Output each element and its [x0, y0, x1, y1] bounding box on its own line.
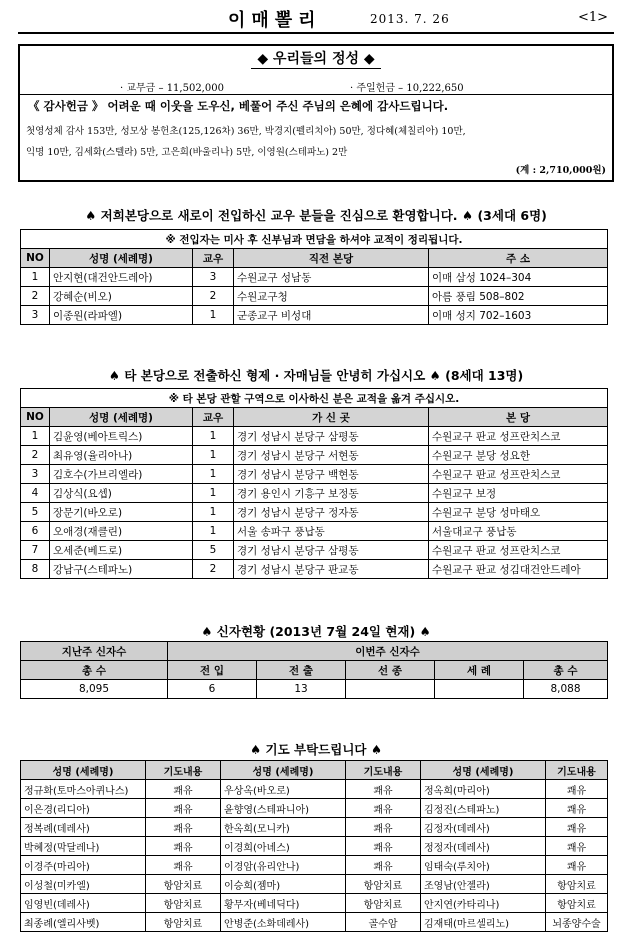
cell: 쾌유 — [346, 837, 421, 856]
col-header: 세 례 — [435, 661, 524, 680]
table-row — [21, 894, 608, 913]
col-header: NO — [21, 408, 50, 427]
cell: 이경암(유리안나) — [221, 856, 346, 875]
transfer-out-table — [20, 388, 608, 579]
cell: 수원교구 분당 성마태오 — [429, 503, 608, 522]
cell: 쾌유 — [546, 856, 608, 875]
cell: 쾌유 — [146, 837, 221, 856]
weekday-offering: · 교무금 – 11,502,000 — [120, 83, 224, 94]
table-row — [21, 680, 608, 699]
cell: 쾌유 — [546, 837, 608, 856]
cell: 1 — [21, 427, 50, 446]
cell: 1 — [193, 427, 234, 446]
cell: 한옥희(모니카) — [221, 818, 346, 837]
cell: 1 — [21, 268, 50, 287]
col-header: 성명 (세례명) — [421, 761, 546, 780]
col-header: 교우 — [193, 408, 234, 427]
col-header: 기도내용 — [146, 761, 221, 780]
cell: 항암치료 — [346, 894, 421, 913]
cell: 수원교구 판교 성프란치스코 — [429, 465, 608, 484]
col-header: 교우 — [193, 249, 234, 268]
cell: 우상옥(바오로) — [221, 780, 346, 799]
cell: 이경희(아녜스) — [221, 837, 346, 856]
cell: 쾌유 — [546, 818, 608, 837]
cell: 2 — [21, 287, 50, 306]
cell: 이은경(리디아) — [21, 799, 146, 818]
cell: 2 — [21, 446, 50, 465]
cell: 1 — [193, 306, 234, 325]
cell: 안지현(대건안드레아) — [50, 268, 193, 287]
cell: 경기 성남시 분당구 삼평동 — [234, 427, 429, 446]
cell: 6 — [168, 680, 257, 699]
col-header: NO — [21, 249, 50, 268]
cell: 1 — [193, 503, 234, 522]
prayer-table — [20, 760, 608, 932]
table-row — [21, 268, 608, 287]
cell: 서울대교구 풍납동 — [429, 522, 608, 541]
page-number: <1> — [578, 10, 609, 25]
cell: 항암치료 — [146, 875, 221, 894]
cell: 정규화(토마스아퀴나스) — [21, 780, 146, 799]
cell: 항암치료 — [346, 875, 421, 894]
cell: 오애경(재클린) — [50, 522, 193, 541]
table-row — [21, 427, 608, 446]
cell: 1 — [193, 465, 234, 484]
cell: 뇌종양수술 — [546, 913, 608, 932]
cell: 오세준(베드로) — [50, 541, 193, 560]
cell: 정옥희(마리아) — [421, 780, 546, 799]
cell: 쾌유 — [346, 780, 421, 799]
cell: 강남구(스테파노) — [50, 560, 193, 579]
cell: 아름 풍림 508–802 — [429, 287, 608, 306]
col-header: 기도내용 — [546, 761, 608, 780]
col-header: 본 당 — [429, 408, 608, 427]
table-row — [21, 780, 608, 799]
cell: 골수암 — [346, 913, 421, 932]
cell: 안병준(소화데레사) — [221, 913, 346, 932]
col-header: 주 소 — [429, 249, 608, 268]
newsletter-header — [18, 4, 614, 34]
table-row — [21, 306, 608, 325]
table-row — [21, 913, 608, 932]
cell: 6 — [21, 522, 50, 541]
cell: 경기 성남시 분당구 정자동 — [234, 503, 429, 522]
col-header: 전 출 — [257, 661, 346, 680]
cell: 김정진(스테파노) — [421, 799, 546, 818]
cell: 1 — [193, 484, 234, 503]
col-header: 성명 (세례명) — [221, 761, 346, 780]
table-row — [21, 875, 608, 894]
cell: 5 — [193, 541, 234, 560]
col-header: 총 수 — [21, 661, 168, 680]
cell: 김재태(마르셀리노) — [421, 913, 546, 932]
cell: 이성철(미카엘) — [21, 875, 146, 894]
issue-date: 2013. 7. 26 — [370, 12, 450, 26]
status-table — [20, 641, 608, 699]
cell: 쾌유 — [346, 856, 421, 875]
this-week-label: 이번주 신자수 — [168, 642, 608, 661]
cell: 2 — [193, 287, 234, 306]
cell: 항암치료 — [146, 913, 221, 932]
table-row — [21, 818, 608, 837]
cell: 쾌유 — [346, 818, 421, 837]
cell: 3 — [193, 268, 234, 287]
cell: 항암치료 — [146, 894, 221, 913]
cell: 7 — [21, 541, 50, 560]
table-row — [21, 503, 608, 522]
cell: 2 — [193, 560, 234, 579]
newsletter-title: 이매뽈리 — [228, 10, 322, 31]
cell: 경기 용인시 기흥구 보정동 — [234, 484, 429, 503]
offering-box — [18, 44, 614, 182]
cell: 황무자(베네딕다) — [221, 894, 346, 913]
cell: 최종례(엘리사벳) — [21, 913, 146, 932]
thanks-total: (계 : 2,710,000원) — [515, 165, 606, 176]
cell: 이매 성지 702–1603 — [429, 306, 608, 325]
sunday-offering: · 주일헌금 – 10,222,650 — [350, 83, 464, 94]
cell: 이종원(라파엘) — [50, 306, 193, 325]
cell: 정정자(데레사) — [421, 837, 546, 856]
cell: 항암치료 — [546, 894, 608, 913]
table-row — [21, 522, 608, 541]
cell: 4 — [21, 484, 50, 503]
thanks-line-1: 첫영성체 감사 153만, 성모상 봉헌초(125,126차) 36만, 박경지(펠리치아) 50만, 정다혜(체칠리아) 10만, — [26, 126, 466, 137]
table-row — [21, 799, 608, 818]
col-header: 가 신 곳 — [234, 408, 429, 427]
cell: 최유영(율리아나) — [50, 446, 193, 465]
cell: 13 — [257, 680, 346, 699]
cell: 수원교구 판교 성김대건안드레아 — [429, 560, 608, 579]
cell: 장문기(바오로) — [50, 503, 193, 522]
cell: 수원교구 성남동 — [234, 268, 429, 287]
table-row — [21, 837, 608, 856]
status-heading: ♠ 신자현황 (2013년 7월 24일 현재) ♠ — [201, 624, 431, 639]
thanks-heading: 《 감사헌금 》 어려운 때 이웃을 도우신, 베풀어 주신 주님의 은혜에 감사드립니다. — [28, 99, 449, 113]
cell: 쾌유 — [346, 799, 421, 818]
cell: 경기 성남시 분당구 삼평동 — [234, 541, 429, 560]
cell: 경기 성남시 분당구 서현동 — [234, 446, 429, 465]
cell: 쾌유 — [546, 799, 608, 818]
cell: 박혜정(막달레나) — [21, 837, 146, 856]
cell: 군종교구 비성대 — [234, 306, 429, 325]
col-header: 직전 본당 — [234, 249, 429, 268]
transfer-in-table — [20, 229, 608, 325]
table-row — [21, 484, 608, 503]
cell: 안지연(카타리나) — [421, 894, 546, 913]
col-header: 성명 (세례명) — [21, 761, 146, 780]
cell: 강혜순(비오) — [50, 287, 193, 306]
cell: 경기 성남시 분당구 판교동 — [234, 560, 429, 579]
cell: 8,095 — [21, 680, 168, 699]
cell: 쾌유 — [146, 856, 221, 875]
cell: 3 — [21, 306, 50, 325]
cell: 8 — [21, 560, 50, 579]
cell: 8,088 — [524, 680, 608, 699]
cell — [435, 680, 524, 699]
table-row — [21, 560, 608, 579]
cell: 쾌유 — [146, 818, 221, 837]
cell: 쾌유 — [146, 799, 221, 818]
cell: 조영남(안젤라) — [421, 875, 546, 894]
col-header: 성명 (세례명) — [50, 408, 193, 427]
cell: 이매 삼성 1024–304 — [429, 268, 608, 287]
cell: 수원교구청 — [234, 287, 429, 306]
cell: 이승희(젬마) — [221, 875, 346, 894]
cell — [346, 680, 435, 699]
last-week-label: 지난주 신자수 — [21, 642, 168, 661]
cell: 김윤영(베아트릭스) — [50, 427, 193, 446]
cell: 1 — [193, 522, 234, 541]
transfer-out-note: ※ 타 본당 관할 구역으로 이사하신 분은 교적을 옮겨 주십시오. — [21, 389, 608, 408]
col-header: 기도내용 — [346, 761, 421, 780]
cell: 수원교구 판교 성프란치스코 — [429, 427, 608, 446]
transfer-out-heading: ♠ 타 본당으로 전출하신 형제 · 자매님들 안녕히 가십시오 ♠ (8세대 13명) — [108, 368, 524, 383]
cell: 정복례(데레사) — [21, 818, 146, 837]
cell: 경기 성남시 분당구 백현동 — [234, 465, 429, 484]
cell: 수원교구 판교 성프란치스코 — [429, 541, 608, 560]
transfer-in-heading: ♠ 저희본당으로 새로이 전입하신 교우 분들을 진심으로 환영합니다. ♠ (3세대 6명) — [85, 208, 547, 223]
table-row — [21, 465, 608, 484]
cell: 임영빈(데레사) — [21, 894, 146, 913]
cell: 항암치료 — [546, 875, 608, 894]
cell: 쾌유 — [546, 780, 608, 799]
cell: 김상식(요셉) — [50, 484, 193, 503]
cell: 윤향영(스테파니아) — [221, 799, 346, 818]
cell: 임태숙(루치아) — [421, 856, 546, 875]
cell: 김호수(가브리엘라) — [50, 465, 193, 484]
thanks-line-2: 익명 10만, 김세화(스텔라) 5만, 고은희(바울리나) 5만, 이영원(스테파노) 2만 — [26, 147, 348, 158]
transfer-in-note: ※ 전입자는 미사 후 신부님과 면담을 하셔야 교적이 정리됩니다. — [21, 230, 608, 249]
table-row — [21, 287, 608, 306]
cell: 수원교구 보정 — [429, 484, 608, 503]
table-row — [21, 856, 608, 875]
col-header: 성명 (세례명) — [50, 249, 193, 268]
cell: 수원교구 분당 성요한 — [429, 446, 608, 465]
col-header: 전 입 — [168, 661, 257, 680]
prayer-heading: ♠ 기도 부탁드립니다 ♠ — [249, 742, 383, 757]
cell: 5 — [21, 503, 50, 522]
cell: 쾌유 — [146, 780, 221, 799]
divider — [20, 94, 612, 95]
cell: 3 — [21, 465, 50, 484]
col-header: 선 종 — [346, 661, 435, 680]
offering-title: ◆ 우리들의 정성 ◆ — [251, 48, 380, 69]
table-row — [21, 446, 608, 465]
col-header: 총 수 — [524, 661, 608, 680]
cell: 서울 송파구 풍납동 — [234, 522, 429, 541]
table-row — [21, 541, 608, 560]
cell: 김정자(데레사) — [421, 818, 546, 837]
cell: 이경주(마리아) — [21, 856, 146, 875]
cell: 1 — [193, 446, 234, 465]
